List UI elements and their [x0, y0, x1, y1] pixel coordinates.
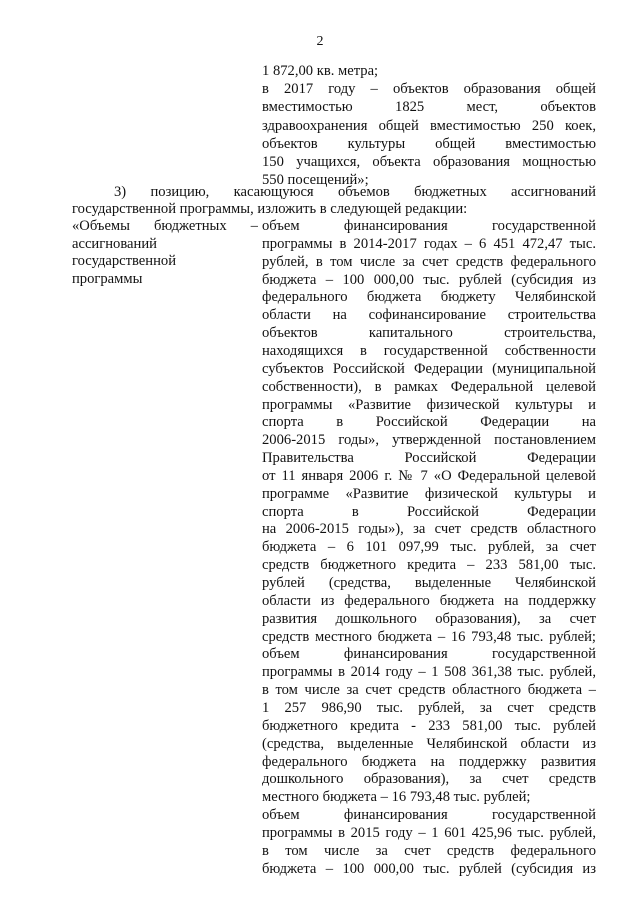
right-text-lines-line: дошкольного образования), за счет средств [262, 771, 596, 788]
right-text-lines-line: области из федерального бюджета на поддержку [262, 592, 596, 609]
right-text-lines-line: от 11 января 2006 г. № 7 «О Федеральной целевой [262, 467, 596, 484]
right-text-lines-line: области на софинансирование строительства [262, 307, 596, 324]
right-text-lines-line: объем финансирования государственной [262, 218, 596, 234]
right-text-lines-line: объем финансирования государственной [262, 807, 596, 824]
item3-lines-line: государственной программы, изложить в следующей редакции: [72, 201, 468, 217]
right-text-lines-line: федерального бюджета бюджету Челябинской [262, 289, 596, 306]
right-text-lines-line: объем финансирования государственной [262, 646, 596, 663]
left-label-lines-line: ассигнований [72, 235, 157, 252]
right-text-lines-line: бюджетного кредита - 233 581,00 тыс. рублей [262, 717, 596, 734]
right-text-lines-line: средств местного бюджета – 16 793,48 тыс. рублей; [262, 628, 596, 645]
intro-lines-line: здравоохранения общей вместимостью 250 коек, [262, 117, 596, 134]
right-text-lines-line: рублей, в том числе за счет средств федерального [262, 253, 596, 270]
left-label-lines-line: «Объемы бюджетных – [72, 218, 258, 234]
right-text-lines-line: рублей (средства, выделенные Челябинской [262, 575, 596, 591]
right-text-lines-line: спорта в Российской Федерации [262, 503, 596, 520]
right-text-lines-line: Правительства Российской Федерации [262, 450, 596, 467]
right-text-lines-line: 2006-2015 годы», утвержденной постановлением [262, 432, 596, 449]
right-text-lines-line: на 2006-2015 годы»), за счет средств областного [262, 521, 596, 538]
left-label-lines-line: программы [72, 270, 143, 287]
intro-lines-line: в 2017 году – объектов образования общей [262, 81, 596, 98]
right-text-lines-line: объектов капитального строительства, [262, 325, 596, 342]
right-text-lines-line: находящихся в государственной собственности [262, 342, 596, 359]
right-text-lines-line: федерального бюджета на поддержку развития [262, 753, 596, 770]
intro-lines-line: 150 учащихся, объекта образования мощностью [262, 154, 596, 170]
right-text-lines-line: бюджета – 6 101 097,99 тыс. рублей, за счет [262, 539, 596, 556]
right-text-lines-line: программе «Развитие физической культуры и [262, 485, 596, 502]
item3-lines-line: 3) позицию, касающуюся объемов бюджетных ассигнований [114, 184, 596, 200]
right-text-lines-line: бюджета – 100 000,00 тыс. рублей (субсидия из [262, 860, 596, 877]
right-text-lines-line: программы в 2014-2017 годах – 6 451 472,47 тыс. [262, 235, 596, 252]
right-text-lines-line: программы «Развитие физической культуры и [262, 396, 596, 413]
left-label-lines-line: государственной [72, 253, 177, 269]
right-text-lines-line: субъектов Российской Федерации (муниципальной [262, 360, 596, 377]
right-text-lines-line: спорта в Российской Федерации на [262, 414, 596, 431]
intro-lines-line: вместимостью 1825 мест, объектов [262, 99, 596, 116]
right-text-lines-line: бюджета – 100 000,00 тыс. рублей (субсидия из [262, 271, 596, 288]
right-text-lines-line: в том числе за счет средств областного бюджета – [262, 682, 596, 699]
right-text-lines-line: средств бюджетного кредита – 233 581,00 тыс. [262, 557, 596, 574]
right-text-lines-line: программы в 2015 году – 1 601 425,96 тыс. рублей, [262, 824, 596, 841]
intro-lines-line: 550 посещений»; [262, 172, 369, 189]
right-text-lines-line: 1 257 986,90 тыс. рублей, за счет средств [262, 699, 596, 716]
right-text-lines-line: программы в 2014 году – 1 508 361,38 тыс. рублей, [262, 664, 596, 681]
intro-lines-line: 1 872,00 кв. метра; [262, 63, 379, 79]
intro-lines-line: объектов культуры общей вместимостью [262, 135, 596, 152]
right-text-lines-line: в том числе за счет средств федерального [262, 842, 596, 859]
page-number: 2 [316, 34, 324, 49]
right-text-lines-line: развития дошкольного образования), за счет [262, 610, 596, 627]
right-text-lines-line: местного бюджета – 16 793,48 тыс. рублей; [262, 789, 531, 806]
right-text-lines-line: собственности), в рамках Федеральной целевой [262, 378, 596, 395]
right-text-lines-line: (средства, выделенные Челябинской области из [262, 735, 596, 752]
